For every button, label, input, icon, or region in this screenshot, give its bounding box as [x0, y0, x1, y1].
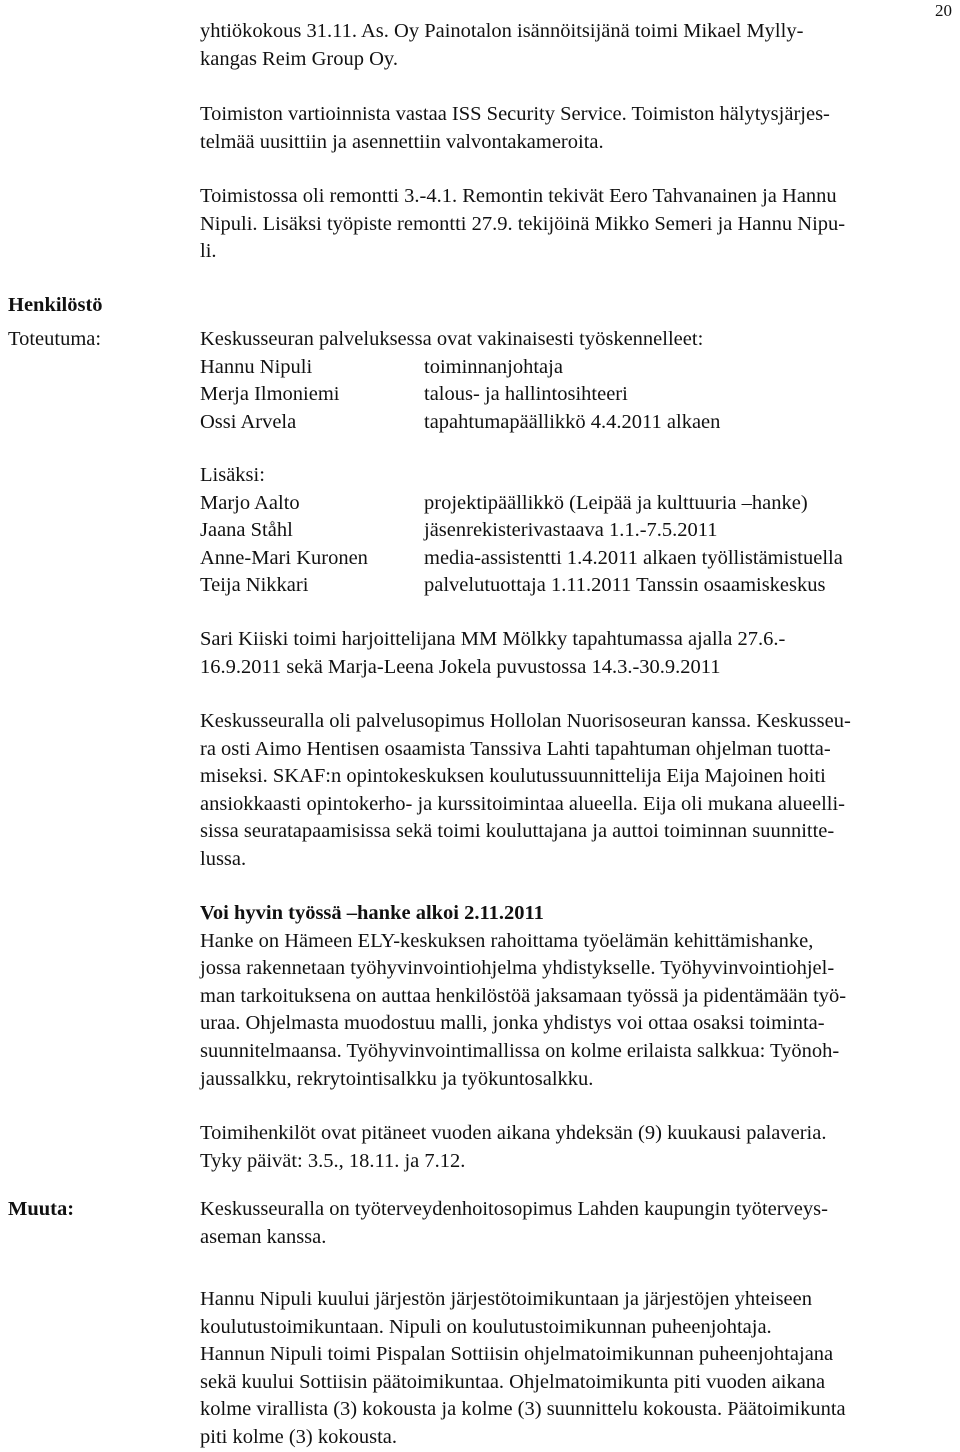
staff-role: media-assistentti 1.4.2011 alkaen työllistämistuella: [424, 546, 843, 569]
staff-role: projektipäällikkö (Leipää ja kulttuuria –hanke): [424, 491, 808, 514]
staff-role: tapahtumapäällikkö 4.4.2011 alkaen: [424, 410, 721, 433]
label-muuta: Muuta:: [8, 1198, 75, 1220]
text-line: telmää uusittiin ja asennettiin valvontakameroita.: [200, 130, 604, 153]
staff-permanent-list: [200, 326, 952, 436]
section-heading-henkilosto: Henkilöstö: [8, 294, 103, 316]
intro-paragraph-1: [200, 18, 952, 73]
text-line: uraa. Ohjelmasta muodostuu malli, jonka yhdistys voi ottaa osaksi toiminta-: [200, 1012, 825, 1035]
text-line: ra osti Aimo Hentisen osaamista Tanssiva Lahti tapahtuman ohjelman tuotta-: [200, 737, 831, 760]
text-line: Hannu Nipuli kuului järjestön järjestötoimikuntaan ja järjestöjen yhteiseen: [200, 1288, 813, 1310]
paragraph-muuta: [200, 1196, 952, 1251]
text-line: suunnitelmaansa. Työhyvinvointimallissa on kolme erilaista salkkua: Työnoh-: [200, 1039, 840, 1062]
text-line: koulutustoimikuntaan. Nipuli on koulutustoimikunnan puheenjohtaja.: [200, 1315, 772, 1338]
staff-name: Marjo Aalto: [200, 491, 300, 514]
paragraph-hanke: [200, 900, 952, 1093]
text-line: Nipuli. Lisäksi työpiste remontti 27.9. tekijöinä Mikko Semeri ja Hannu Nipu-: [200, 212, 846, 235]
text-line: lussa.: [200, 847, 247, 870]
staff-row: [200, 354, 952, 382]
text-line: piti kolme (3) kokousta.: [200, 1425, 398, 1448]
page-number: 20: [935, 1, 952, 20]
staff-row: [200, 381, 952, 409]
staff-role: toiminnanjohtaja: [424, 355, 563, 378]
text-line: kolme virallista (3) kokousta ja kolme (3) suunnittelu kokousta. Päätoimikunta: [200, 1398, 846, 1421]
staff-row: [200, 572, 952, 600]
text-line: man tarkoituksena on auttaa henkilöstöä jaksamaan työssä ja pidentämään työ-: [200, 984, 847, 1007]
text-line: sekä kuului Sottiisin päätoimikuntaa. Ohjelmatoimikunta piti vuoden aikana: [200, 1370, 826, 1393]
paragraph-koulutus: [200, 1286, 952, 1452]
staff-name: Merja Ilmoniemi: [200, 383, 340, 406]
text-line: jossa rakennetaan työhyvinvointiohjelma yhdistykselle. Työhyvinvointiohjel-: [200, 957, 835, 980]
paragraph-kiiski: [200, 626, 952, 681]
text-line: jaussalkku, rekrytointisalkku ja työkuntosalkku.: [200, 1067, 594, 1090]
staff-name: Hannu Nipuli: [200, 355, 313, 378]
staff-role: palvelutuottaja 1.11.2011 Tanssin osaamiskeskus: [424, 574, 826, 597]
text-line: Hannun Nipuli toimi Pispalan Sottiisin ohjelmatoimikunnan puheenjohtajana: [200, 1343, 834, 1366]
text-line: miseksi. SKAF:n opintokeskuksen koulutussuunnittelija Eija Majoinen hoiti: [200, 765, 826, 788]
staff-row: [200, 490, 952, 518]
text-line: Toimihenkilöt ovat pitäneet vuoden aikana yhdeksän (9) kuukausi palaveria.: [200, 1122, 827, 1144]
text-line: yhtiökokous 31.11. As. Oy Painotalon isännöitsijänä toimi Mikael Mylly-: [200, 20, 804, 42]
text-line: Keskusseuralla on työterveydenhoitosopimus Lahden kaupungin työterveys-: [200, 1198, 828, 1220]
staff-extra-label: Lisäksi:: [200, 464, 265, 486]
text-line: 16.9.2011 sekä Marja-Leena Jokela puvustossa 14.3.-30.9.2011: [200, 655, 721, 678]
staff-name: Teija Nikkari: [200, 574, 309, 597]
staff-name: Jaana Ståhl: [200, 519, 293, 542]
staff-name: Anne-Mari Kuronen: [200, 546, 368, 569]
staff-name: Ossi Arvela: [200, 410, 297, 433]
text-line: Keskusseuralla oli palvelusopimus Hollolan Nuorisoseuran kanssa. Keskusseu-: [200, 710, 851, 732]
text-line: Hanke on Hämeen ELY-keskuksen rahoittama työelämän kehittämishanke,: [200, 929, 814, 952]
text-line: Toimiston vartioinnista vastaa ISS Security Service. Toimiston hälytysjärjes-: [200, 103, 830, 125]
label-toteutuma: Toteutuma:: [8, 328, 102, 350]
text-line: Sari Kiiski toimi harjoittelijana MM Mölkky tapahtumassa ajalla 27.6.-: [200, 628, 786, 650]
staff-extra-list: [200, 462, 952, 600]
staff-role: jäsenrekisterivastaava 1.1.-7.5.2011: [424, 519, 718, 542]
staff-role: talous- ja hallintosihteeri: [424, 383, 628, 406]
text-line: ansiokkaasti opintokerho- ja kurssitoimintaa alueella. Eija oli mukana alueelli-: [200, 792, 845, 815]
text-line: kangas Reim Group Oy.: [200, 47, 398, 70]
text-line: aseman kanssa.: [200, 1225, 327, 1248]
text-line: sissa seuratapaamisissa sekä toimi kouluttajana ja auttoi toiminnan suunnitte-: [200, 820, 835, 843]
paragraph-hollola: [200, 708, 952, 874]
text-line: Toimistossa oli remontti 3.-4.1. Remontin tekivät Eero Tahvanainen ja Hannu: [200, 185, 837, 207]
staff-row: [200, 409, 952, 437]
text-line: li.: [200, 240, 217, 263]
paragraph-palaveri: [200, 1120, 952, 1175]
intro-paragraph-2: [200, 101, 952, 156]
hanke-title: Voi hyvin työssä –hanke alkoi 2.11.2011: [200, 902, 544, 924]
intro-paragraph-3: [200, 183, 952, 266]
text-line: Tyky päivät: 3.5., 18.11. ja 7.12.: [200, 1149, 466, 1172]
staff-row: [200, 545, 952, 573]
staff-intro: Keskusseuran palveluksessa ovat vakinaisesti työskennelleet:: [200, 328, 704, 350]
staff-row: [200, 517, 952, 545]
